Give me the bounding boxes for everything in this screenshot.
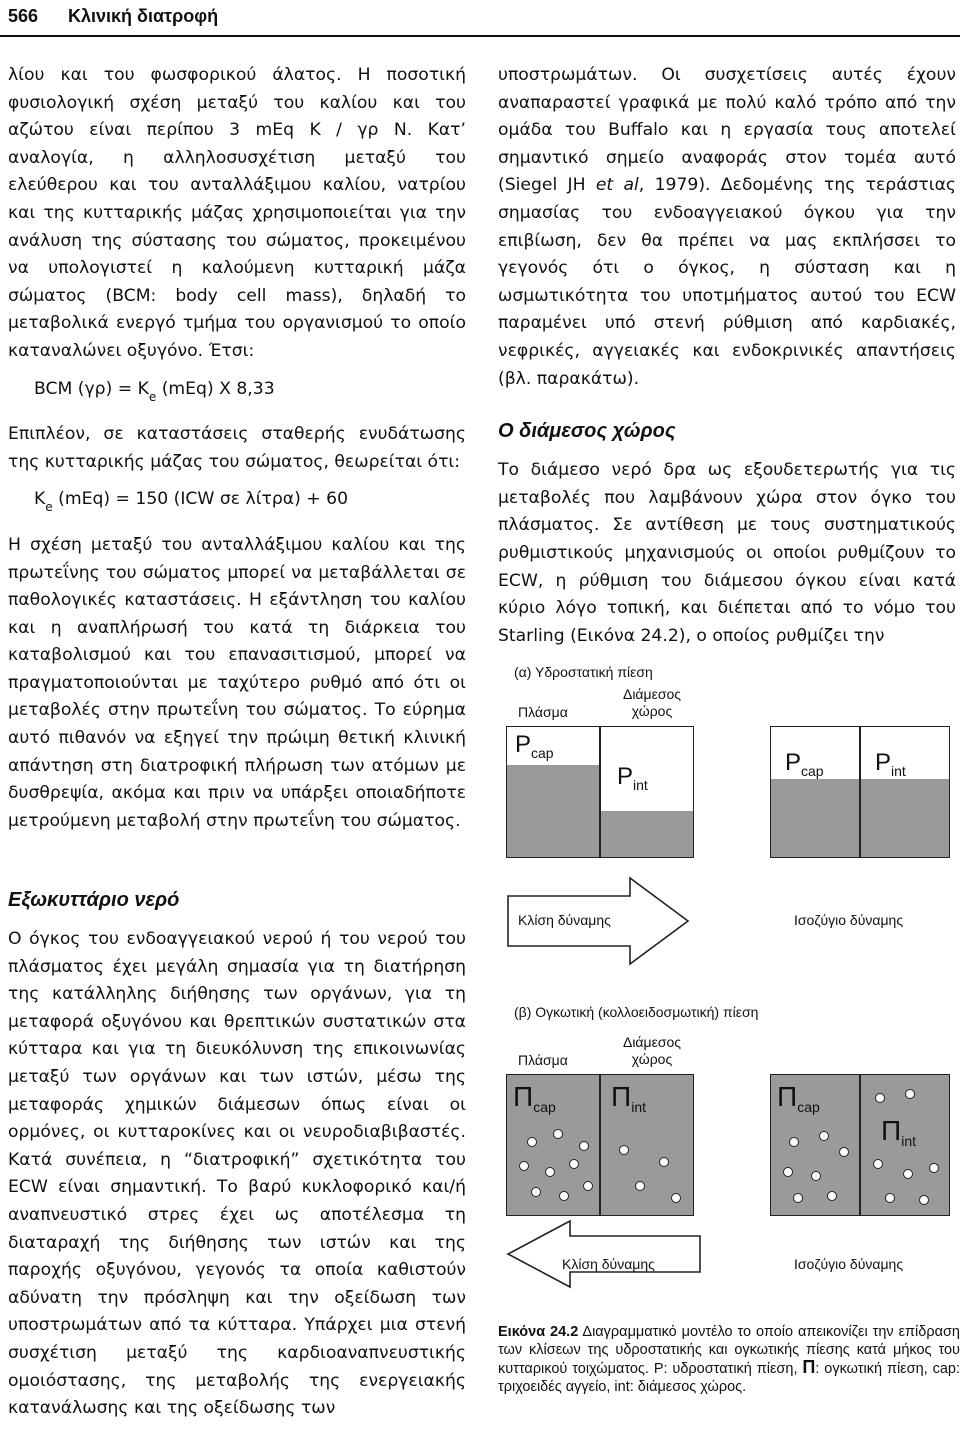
paragraph: Ο όγκος του ενδοαγγειακού νερού ή του νερού του πλάσματος έχει μεγάλη σημασία για τη διατήρηση της κατάλληλης διήθησης των οργάνων, για τη μεταφορά οξυγόνου και θρεπτικών συστατικών στα κύτταρα και για τη διευκόλυνση της επικοινωνίας μεταξύ των οργάνων και των ιστών, μέσω της μεταφοράς χημικών διάμεσων όπως είναι οι ορμόνες, οι κυτταροκίνες και οι νευροδιαβιβαστές. Κατά συνέπεια, η “διατροφική” σχετικότητα του ECW είναι σημαντική. Το βαρύ κυκλοφορικό και/ή αναπνευστικό στρες έχει ως αποτέλεσμα τη διαταραχή της διήθησης των ιστών και της παροχής οξυγόνου, γεγονός τα οποία καθιστούν αδύνατη την πρόσληψη και την οξείδωση των υποστρωμάτων από τα κύτταρα. Υπάρχει μια στενή συσχέτιση μεταξύ της καρδιοαναπνευστικής ομοιόστασης, της μεταβολής της ενεργειακής κατανάλωσης και της οξείδωσης των [8,929,466,1419]
interstitial-tank-b [600,1074,694,1216]
interstitial-tank-b-eq [860,1074,950,1216]
driving-force-label: Κλίση δύναμης [562,1256,655,1272]
paragraph: Επιπλέον, σε καταστάσεις σταθερής ενυδάτωσης της κυτταρικής μάζας του σώματος, θεωρείται ότι: [8,424,466,472]
page-header [0,0,960,36]
interstitial-tank-a-eq [860,726,950,858]
formula-bcm: BCM $(\gamma\rho) = K_e$ (mEq) X 8,33 [34,378,275,404]
pi-cap-label: $\Pi_{cap}$ [777,1081,820,1115]
paragraph: λίου και του φωσφορικού άλατος. Η ποσοτική φυσιολογική σχέση μεταξύ του καλίου και του αζώτου είναι περίπου 3 mEq K / γρ N. Κατ’ αναλογία, η αλληλοσυσχέτιση μεταξύ του ελεύθερου και του ανταλλάξιμου καλίου, νατρίου και της κυτταρικής μάζας χρησιμοποιείται για την ανάλυση της σύστασης του σώματος, προκειμένου να υπολογιστεί η καλούμενη κυτταρική μάζα σώματος (BCM: body cell mass), δηλαδή το μεταβολικά ενεργό τμήμα του οργανισμού το οποίο καταναλώνει οξυγόνο. Έτσι: [8,65,466,361]
fluid-fill [861,779,949,857]
figure-caption: Εικόνα 24.2 Διαγραμματικό μοντέλο το οποίο απεικονίζει την επίδραση των κλίσεων της υδροστατικής και ογκωτικής πίεσης κατά μήκος του κυτταρικού τοιχώματος. P: υδροστατική πίεση, Π: ογκωτική πίεση, cap: τριχοειδές αγγείο, int: διάμεσος χώρος. [498,1324,960,1395]
fluid-fill [601,811,693,857]
pi-int-label: $\Pi_{int}$ [881,1115,917,1149]
plasma-label: Πλάσμα [518,704,568,720]
pi-cap-label: $\Pi_{cap}$ [513,1081,556,1115]
interstitial-label: Διάμεσος χώρος [622,686,682,719]
left-arrow-icon [498,1218,708,1290]
panel-b-title: (β) Ογκωτική (κολλοειδοσμωτική) πίεση [514,1004,759,1020]
figure-24-2 [498,648,960,1288]
page-number: 566 [8,6,39,26]
plasma-label: Πλάσμα [518,1052,568,1068]
plasma-tank-b-eq [770,1074,860,1216]
equilibrium-label: Ισοζύγιο δύναμης [794,912,904,928]
paragraph: Η σχέση μεταξύ του ανταλλάξιμου καλίου και της πρωτεΐνης του σώματος μπορεί να μεταβάλλεται σε παθολογικές καταστάσεις. Η εξάντληση του καλίου και η αναπλήρωσή του κατά τη διάρκεια του καταβολισμού και του επανασιτισμού, μπορεί να πραγματοποιούνται με ταχύτερο ρυθμό από ότι οι μεταβολές στην πρωτεΐνη του σώματος. Το εύρημα αυτό πιθανόν να εξηγεί την πρώιμη θετική κλινική απάντηση στη διατροφική πλήρωση των ατόμων με δυσθρεψία, ακόμα και πριν να υπάρξει οποιαδήποτε μετρούμενη μεταβολή στην πρωτεΐνη του σώματος. [8,534,466,831]
caption-label: Εικόνα 24.2 [498,1324,579,1340]
driving-force-label: Κλίση δύναμης [518,912,611,928]
p-cap-label: $P_{cap}$ [515,731,554,761]
plasma-tank-a-eq [770,726,860,858]
paragraph: υποστρωμάτων. Οι συσχετίσεις αυτές έχουν αναπαραστεί γραφικά με πολύ καλό τρόπο από την ομάδα του Buffalo και η εργασία τους αποτελεί σημαντικό σημείο αναφοράς στον τομέα αυτό (Siegel JH et al, 1979). Δεδομένης της τεράστιας σημασίας του ενδοαγγειακού όγκου για την επιβίωση, δεν θα πρέπει να μας εκπλήσσει το γεγονός ότι ο όγκος, η σύσταση και η ωσμωτικότητα του υποτμήματος αυτού του ECW παραμένει υπό στενή ρύθμιση από καρδιακές, νεφρικές, αγγειακές και ενδοκρινικές απαντήσεις (βλ. παρακάτω). [498,65,956,389]
section-heading: Ο διάμεσος χώρος [498,420,676,443]
p-cap-label: $P_{cap}$ [785,749,824,779]
equilibrium-label: Ισοζύγιο δύναμης [794,1256,904,1272]
p-int-label: $P_{int}$ [617,763,648,793]
right-column [498,62,956,650]
formula-ke: $K_e$ (mEq) = 150 (ICW σε λίτρα) + 60 [34,489,349,515]
plasma-tank-b [506,1074,600,1216]
fluid-fill [507,765,599,857]
left-column [8,62,466,835]
header-rule [0,35,960,37]
pi-int-label: $\Pi_{int}$ [611,1081,647,1115]
left-column-section [8,886,466,1423]
panel-a-title: (α) Υδροστατική πίεση [514,664,653,680]
interstitial-label: Διάμεσος χώρος [622,1034,682,1067]
paragraph: Το διάμεσο νερό δρα ως εξουδετερωτής για τις μεταβολές που λαμβάνουν χώρα στον όγκο του πλάσματος. Σε αντίθεση με τους συστηματικούς ρυθμιστικούς μηχανισμούς οι οποίοι ρυθμίζουν το ECW, η ρύθμιση του διάμεσου όγκου είναι κατά κύριο λόγο τοπική, και διέπεται από το νόμο του Starling (Εικόνα 24.2), ο οποίος ρυθμίζει την [498,460,956,646]
fluid-fill [771,779,859,857]
interstitial-tank-a [600,726,694,858]
p-int-label: $P_{int}$ [875,749,906,779]
section-heading: Εξωκυττάριο νερό [8,889,180,911]
page-title: Κλινική διατροφή [68,6,219,26]
plasma-tank-a [506,726,600,858]
